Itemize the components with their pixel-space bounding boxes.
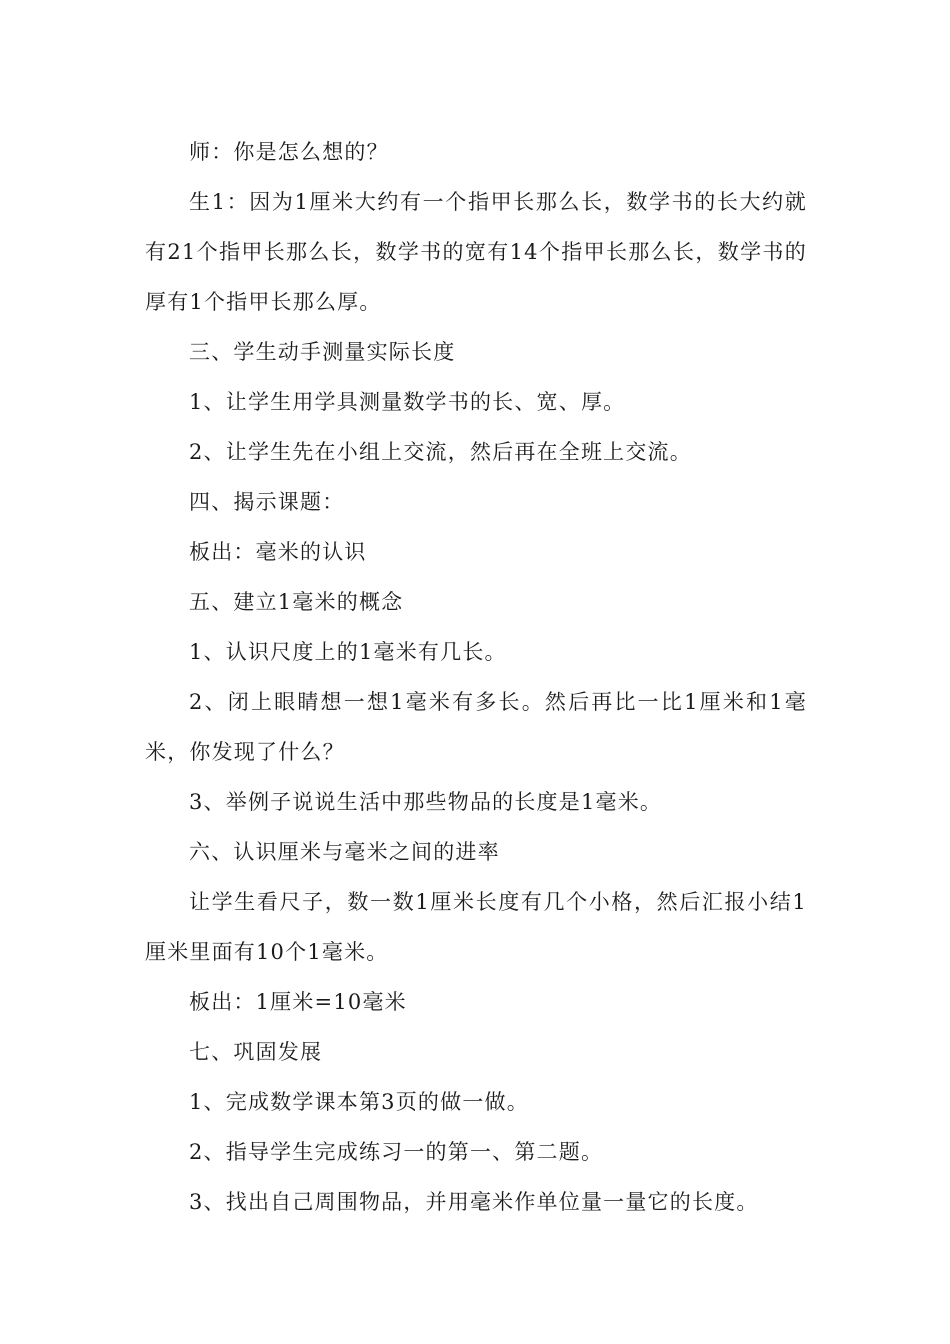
section-heading-3: 三、学生动手测量实际长度 [189,340,456,364]
list-item: 1、完成数学课本第3页的做一做。 [189,1090,529,1114]
list-item: 1、让学生用学具测量数学书的长、宽、厚。 [189,390,626,414]
list-item: 3、举例子说说生活中那些物品的长度是1毫米。 [189,790,663,814]
list-item: 2、闭上眼睛想一想1毫米有多长。然后再比一比1厘米和1毫米，你发现了什么？ [145,690,807,764]
section-heading-5: 五、建立1毫米的概念 [189,590,404,614]
section-heading-4: 四、揭示课题： [189,490,345,514]
paragraph-ruler-activity: 让学生看尺子，数一数1厘米长度有几个小格，然后汇报小结1厘米里面有10个1毫米。 [145,890,807,964]
board-note: 板出：毫米的认识 [189,540,367,564]
section-heading-6: 六、认识厘米与毫米之间的进率 [189,840,500,864]
paragraph-student-answer: 生1：因为1厘米大约有一个指甲长那么长，数学书的长大约就有21个指甲长那么长，数学书的宽有14个指甲长那么长，数学书的厚有1个指甲长那么厚。 [145,190,807,314]
paragraph-teacher-question: 师：你是怎么想的？ [189,140,389,164]
board-note: 板出：1厘米=10毫米 [189,990,407,1014]
section-heading-7: 七、巩固发展 [189,1040,323,1064]
list-item: 2、指导学生完成练习一的第一、第二题。 [189,1140,604,1164]
list-item: 3、找出自己周围物品，并用毫米作单位量一量它的长度。 [189,1190,759,1214]
list-item: 2、让学生先在小组上交流，然后再在全班上交流。 [189,440,692,464]
list-item: 1、认识尺度上的1毫米有几长。 [189,640,507,664]
document-body [145,127,807,1227]
